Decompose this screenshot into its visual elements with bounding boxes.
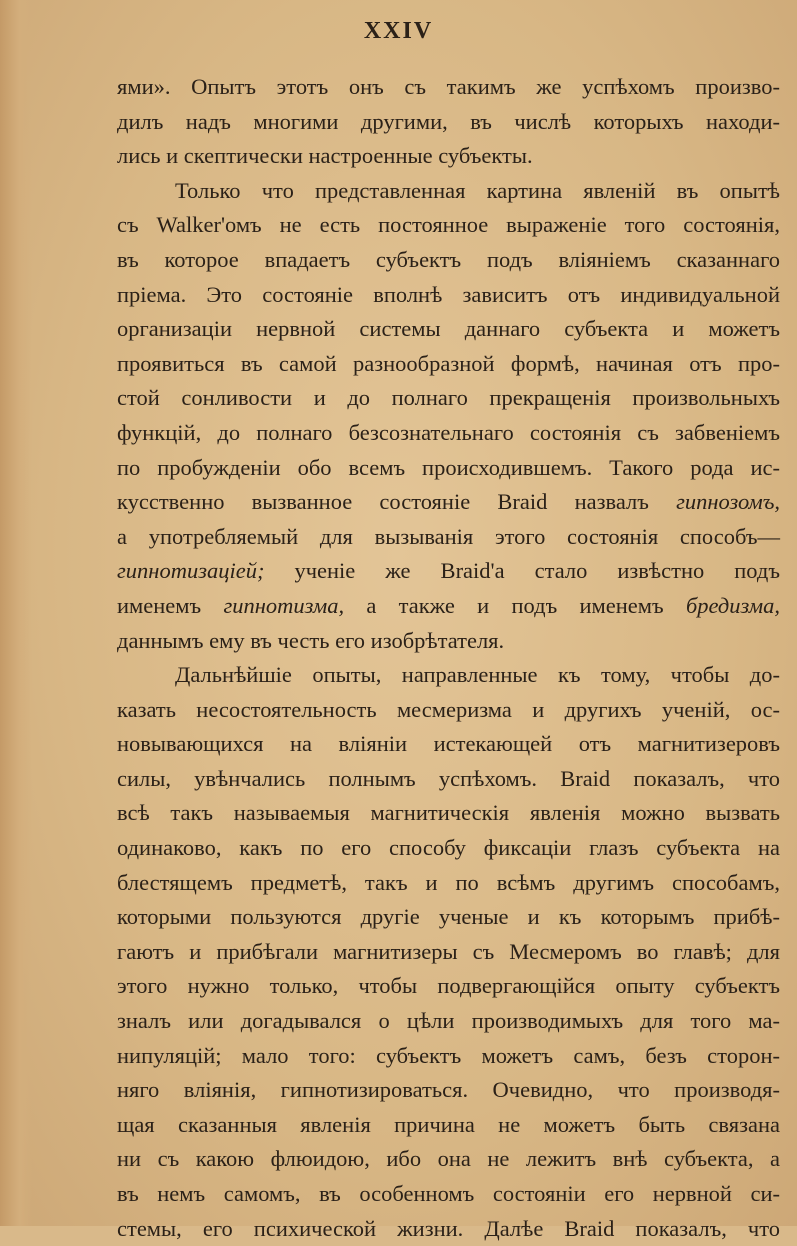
text-line: лись и скептически настроенные субъекты. bbox=[117, 143, 533, 169]
italic-term: гипнотизаціей; bbox=[117, 558, 265, 584]
text-line bbox=[117, 485, 780, 520]
text-line: въ которое впадаетъ субъектъ подъ вліяніемъ сказаннаго bbox=[117, 246, 780, 272]
text-line: дилъ надъ многими другими, въ числѣ которыхъ находи- bbox=[117, 108, 780, 134]
text-line: Дальнѣйшіе опыты, направленные къ тому, чтобы до- bbox=[175, 662, 780, 688]
text-line: а употребляемый для вызыванія этого состоянія способъ— bbox=[117, 523, 780, 549]
text-line: гаютъ и прибѣгали магнитизеры съ Месмеромъ во главѣ; для bbox=[117, 938, 780, 964]
text-run: ученіе же Braid'а стало извѣстно подъ bbox=[264, 558, 780, 584]
text-line: этого нужно только, чтобы подвергающійся опыту субъектъ bbox=[117, 973, 780, 999]
text-line: одинаково, какъ по его способу фиксаціи глазъ субъекта на bbox=[117, 835, 780, 861]
text-line bbox=[117, 554, 780, 589]
italic-term: бредизма, bbox=[685, 592, 781, 618]
text-line: проявиться въ самой разнообразной формѣ, начиная отъ про- bbox=[117, 350, 780, 376]
text-line: которыми пользуются другіе ученые и къ которымъ прибѣ- bbox=[117, 904, 780, 930]
text-line: новывающихся на вліяніи истекающей отъ магнитизеровъ bbox=[117, 731, 780, 757]
text-run: а также и подъ именемъ bbox=[344, 592, 686, 618]
text-line: по пробужденіи обо всемъ происходившемъ. Такого рода ис- bbox=[117, 454, 780, 480]
text-line: казать несостоятельность месмеризма и другихъ ученій, ос- bbox=[117, 696, 780, 722]
text-line: силы, увѣнчались полнымъ успѣхомъ. Braid показалъ, что bbox=[117, 765, 780, 791]
text-line: няго вліянія, гипнотизироваться. Очевидно, что производя- bbox=[117, 1077, 780, 1103]
page-number: XXIV bbox=[363, 18, 434, 44]
body-text bbox=[117, 70, 780, 1246]
text-line: стой сонливости и до полнаго прекращенія произвольныхъ bbox=[117, 385, 780, 411]
text-line bbox=[117, 589, 780, 624]
text-line: въ немъ самомъ, въ особенномъ состояніи его нервной си- bbox=[117, 1181, 780, 1206]
page-gutter-shadow bbox=[0, 0, 32, 1226]
text-line: съ Walker'омъ не есть постоянное выраженіе того состоянія, bbox=[117, 212, 780, 238]
text-line: всѣ такъ называемыя магнитическія явленія можно вызвать bbox=[117, 800, 780, 826]
text-line: ни съ какою флюидою, ибо она не лежитъ внѣ субъекта, а bbox=[117, 1146, 780, 1172]
text-line: даннымъ ему въ честь его изобрѣтателя. bbox=[117, 627, 505, 653]
text-line: организаціи нервной системы даннаго субъекта и можетъ bbox=[117, 316, 780, 342]
text-line: функцій, до полнаго безсознательнаго состоянія съ забвеніемъ bbox=[117, 419, 780, 445]
text-run: кусственно вызванное состояніе Braid назвалъ bbox=[117, 489, 677, 515]
text-line: зналъ или догадывался о цѣли производимыхъ для того ма- bbox=[117, 1008, 780, 1034]
text-line: блестящемъ предметѣ, такъ и по всѣмъ другимъ способамъ, bbox=[117, 869, 780, 895]
text-line: Только что представленная картина явленій въ опытѣ bbox=[175, 177, 780, 203]
italic-term: гипнотизма, bbox=[223, 592, 345, 618]
text-line: стемы, его психической жизни. Далѣе Braid показалъ, что bbox=[117, 1215, 780, 1241]
text-line: нипуляцій; мало того: субъектъ можетъ самъ, безъ сторон- bbox=[117, 1042, 780, 1068]
text-line: пріема. Это состояніе вполнѣ зависитъ отъ индивидуальной bbox=[117, 281, 780, 307]
text-line: щая сказанныя явленія причина не можетъ быть связана bbox=[117, 1111, 780, 1137]
italic-term: гипнозомъ, bbox=[676, 489, 780, 515]
text-line: ями». Опытъ этотъ онъ съ такимъ же успѣхомъ произво- bbox=[117, 74, 780, 99]
text-run: именемъ bbox=[117, 592, 224, 618]
